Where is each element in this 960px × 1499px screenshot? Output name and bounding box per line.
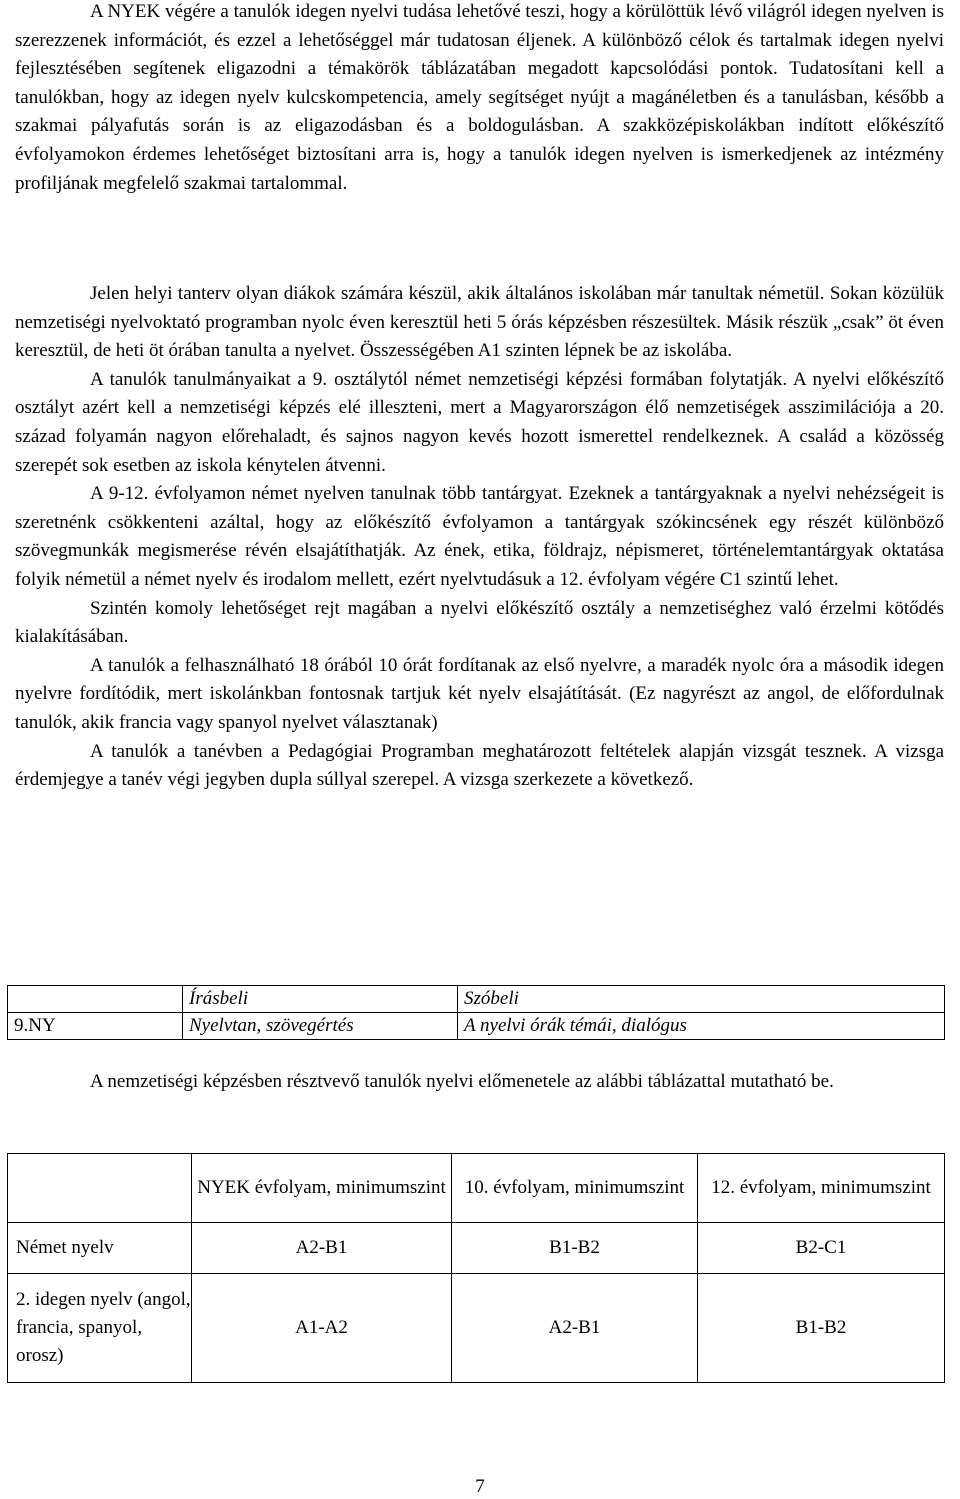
table-row-label: 9.NY <box>8 1013 183 1040</box>
paragraph-group-main <box>15 280 944 795</box>
table-row <box>8 1274 945 1383</box>
table-cell <box>8 986 183 1013</box>
paragraph: A tanulók a felhasználható 18 órából 10 órát fordítanak az első nyelvre, a maradék nyolc óra a második idegen nyelvre fordítódik, mert iskolánkban fontosnak tartjuk két nyelv elsajátítását. (Ez nagyrészt az angol, de előfordulnak tanulók, akik francia vagy spanyol nyelvet választanak) <box>15 654 944 733</box>
paragraph: Jelen helyi tanterv olyan diákok számára készül, akik általános iskolában már tanultak németül. Sokan közülük nemzetiségi nyelvoktató programban nyolc éven keresztül heti 5 órás képzésben részesültek. Másik részük „csak” öt éven keresztül, de heti öt órában tanulta a nyelvet. Összességében A1 szinten lépnek be az iskolába. <box>15 283 944 362</box>
table-cell: B1-B2 <box>452 1223 698 1274</box>
table-cell: A2-B1 <box>192 1223 452 1274</box>
table-header-cell: Szóbeli <box>458 986 945 1013</box>
table-cell: A1-A2 <box>192 1274 452 1383</box>
paragraph: A 9-12. évfolyamon német nyelven tanulnak több tantárgyat. Ezeknek a tantárgyaknak a nyelvi nehézségeit is szeretnénk csökkenteni azáltal, hogy az előkészítő évfolyamon a tantárgyak szókincsének egy részét különböző szövegmunkák megismerése révén elsajátíthatják. Az ének, etika, földrajz, népismeret, történelemtantárgyak oktatása folyik németül a német nyelv és irodalom mellett, ezért nyelvtudásuk a 12. évfolyam végére C1 szintű lehet. <box>15 483 944 590</box>
table-cell: A2-B1 <box>452 1274 698 1383</box>
table-cell: B1-B2 <box>698 1274 945 1383</box>
table-header-cell: Írásbeli <box>183 986 458 1013</box>
table-header-cell: NYEK évfolyam, minimumszint <box>192 1154 452 1223</box>
paragraph-group-levels <box>15 1068 944 1097</box>
paragraph: A tanulók tanulmányaikat a 9. osztálytól német nemzetiségi képzési formában folytatják. A nyelvi előkészítő osztályt azért kell a nemzetiségi képzés elé illeszteni, mert a Magyarországon élő nemzetiségek asszimilációja a 20. század folyamán nagyon előrehaladt, és sajnos nagyon kevés hozott ismerettel rendelkeznek. A család a közösség szerepét sok esetben az iskola kénytelen átvenni. <box>15 368 944 476</box>
page-number: 7 <box>475 1476 485 1497</box>
table-cell: A nyelvi órák témái, dialógus <box>458 1013 945 1040</box>
table-header-cell: 10. évfolyam, minimumszint <box>452 1154 698 1223</box>
paragraph-group-intro <box>15 0 944 198</box>
table-cell <box>8 1154 192 1223</box>
table-row-label: Német nyelv <box>8 1223 192 1274</box>
table-cell: Nyelvtan, szövegértés <box>183 1013 458 1040</box>
paragraph: A tanulók a tanévben a Pedagógiai Programban meghatározott feltételek alapján vizsgát tesznek. A vizsga érdemjegye a tanév végi jegyben dupla súllyal szerepel. A vizsga szerkezete a következő. <box>15 740 944 791</box>
table-cell: B2-C1 <box>698 1223 945 1274</box>
table-row <box>8 1013 945 1040</box>
table-header-row <box>8 1154 945 1223</box>
table-header-cell: 12. évfolyam, minimumszint <box>698 1154 945 1223</box>
paragraph: Szintén komoly lehetőséget rejt magában a nyelvi előkészítő osztály a nemzetiséghez való érzelmi kötődés kialakításában. <box>15 597 944 648</box>
exam-structure-table <box>7 985 945 1040</box>
language-level-table <box>7 1153 945 1383</box>
table-header-row <box>8 986 945 1013</box>
table-row <box>8 1223 945 1274</box>
table-row-label: 2. idegen nyelv (angol, francia, spanyol, orosz) <box>8 1274 192 1383</box>
paragraph: A nemzetiségi képzésben résztvevő tanulók nyelvi előmenetele az alábbi táblázattal mutatható be. <box>90 1071 834 1092</box>
paragraph: A NYEK végére a tanulók idegen nyelvi tudása lehetővé teszi, hogy a körülöttük lévő világról idegen nyelven is szerezzenek információt, és ezzel a lehetőséggel már tudatosan éljenek. A különböző célok és tartalmak idegen nyelvi fejlesztésében segítenek eligazodni a témakörök táblázatában megadott kapcsolódási pontok. Tudatosítani kell a tanulókban, hogy az idegen nyelv kulcskompetencia, amely segítséget nyújt a magánéletben és a tanulásban, később a szakmai pályafutás során is az eligazodásban és a boldogulásban. A szakközépiskolákban indított előkészítő évfolyamokon érdemes lehetőséget biztosítani arra is, hogy a tanulók idegen nyelven is ismerkedjenek az intézmény profiljának megfelelő szakmai tartalommal. <box>15 1 944 194</box>
